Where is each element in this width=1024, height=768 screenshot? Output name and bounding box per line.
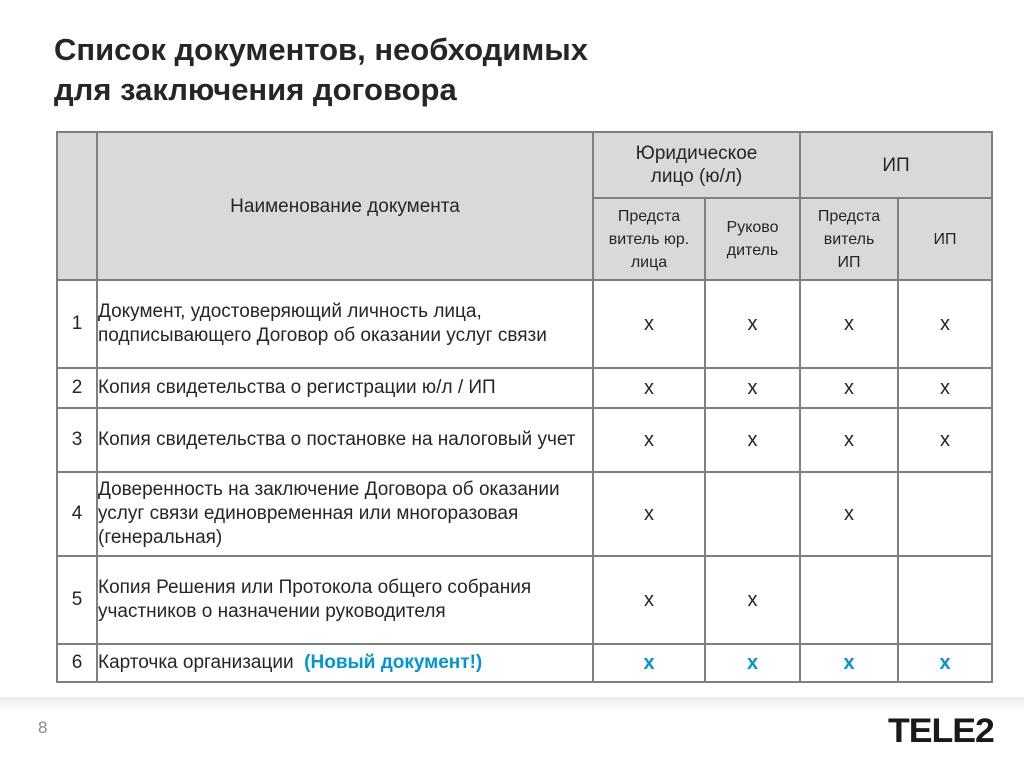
table-row: [57, 408, 992, 472]
table-row: [57, 280, 992, 368]
mark-legal-rep: x: [593, 556, 705, 644]
mark-ip-rep: x: [800, 280, 898, 368]
row-number: 4: [57, 472, 97, 556]
documents-table: [56, 131, 993, 683]
title-line-2: для заключения договора: [54, 72, 457, 107]
mark-legal-head: x: [705, 280, 800, 368]
mark-legal-head: x: [705, 556, 800, 644]
mark-legal-head: x: [705, 408, 800, 472]
page-title: [54, 30, 934, 110]
mark-ip-rep: x: [800, 368, 898, 408]
row-number: 1: [57, 280, 97, 368]
legal-entity-header: Юридическое лицо (ю/л): [593, 132, 800, 198]
mark-ip-self: [898, 472, 992, 556]
title-line-1: Список документов, необходимых: [54, 32, 588, 67]
mark-ip-self: x: [898, 280, 992, 368]
table-row: [57, 472, 992, 556]
document-name: Доверенность на заключение Договора об оказании услуг связи единовременная или многоразовая (генеральная): [97, 472, 593, 556]
legal-representative-header: Предста витель юр. лица: [593, 198, 705, 280]
mark-legal-head: [705, 472, 800, 556]
mark-ip-rep: x: [800, 472, 898, 556]
row-number: 5: [57, 556, 97, 644]
page-number: 8: [38, 718, 48, 737]
ip-self-header: ИП: [898, 198, 992, 280]
row-number: 3: [57, 408, 97, 472]
ip-group-header: ИП: [800, 132, 992, 198]
document-name: Копия свидетельства о регистрации ю/л / ИП: [97, 368, 593, 408]
mark-legal-rep: x: [593, 408, 705, 472]
mark-ip-rep: [800, 556, 898, 644]
legal-head-header: Руково дитель: [705, 198, 800, 280]
mark-ip-self: x: [898, 408, 992, 472]
mark-legal-rep: x: [593, 644, 705, 682]
document-name: Документ, удостоверяющий личность лица, подписывающего Договор об оказании услуг связи: [97, 280, 593, 368]
mark-ip-self: [898, 556, 992, 644]
footer-band: [0, 697, 1024, 768]
document-name-text: Карточка организации: [98, 652, 294, 673]
mark-ip-self: x: [898, 644, 992, 682]
ip-representative-header: Предста витель ИП: [800, 198, 898, 280]
mark-legal-rep: x: [593, 280, 705, 368]
table-row: [57, 368, 992, 408]
mark-legal-head: x: [705, 368, 800, 408]
header-row-top: [57, 132, 992, 198]
table-row: [57, 644, 992, 682]
row-number: 2: [57, 368, 97, 408]
document-name: [97, 644, 593, 682]
mark-ip-rep: x: [800, 644, 898, 682]
table-row: [57, 556, 992, 644]
mark-legal-head: x: [705, 644, 800, 682]
mark-legal-rep: x: [593, 368, 705, 408]
document-name: Копия свидетельства о постановке на налоговый учет: [97, 408, 593, 472]
mark-ip-self: x: [898, 368, 992, 408]
tele2-logo: TELE2: [888, 712, 994, 750]
mark-ip-rep: x: [800, 408, 898, 472]
number-column-header: [57, 132, 97, 280]
row-number: 6: [57, 644, 97, 682]
document-name: Копия Решения или Протокола общего собрания участников о назначении руководителя: [97, 556, 593, 644]
new-document-badge: (Новый документ!): [304, 652, 483, 673]
mark-legal-rep: x: [593, 472, 705, 556]
document-name-header: Наименование документа: [97, 132, 593, 280]
